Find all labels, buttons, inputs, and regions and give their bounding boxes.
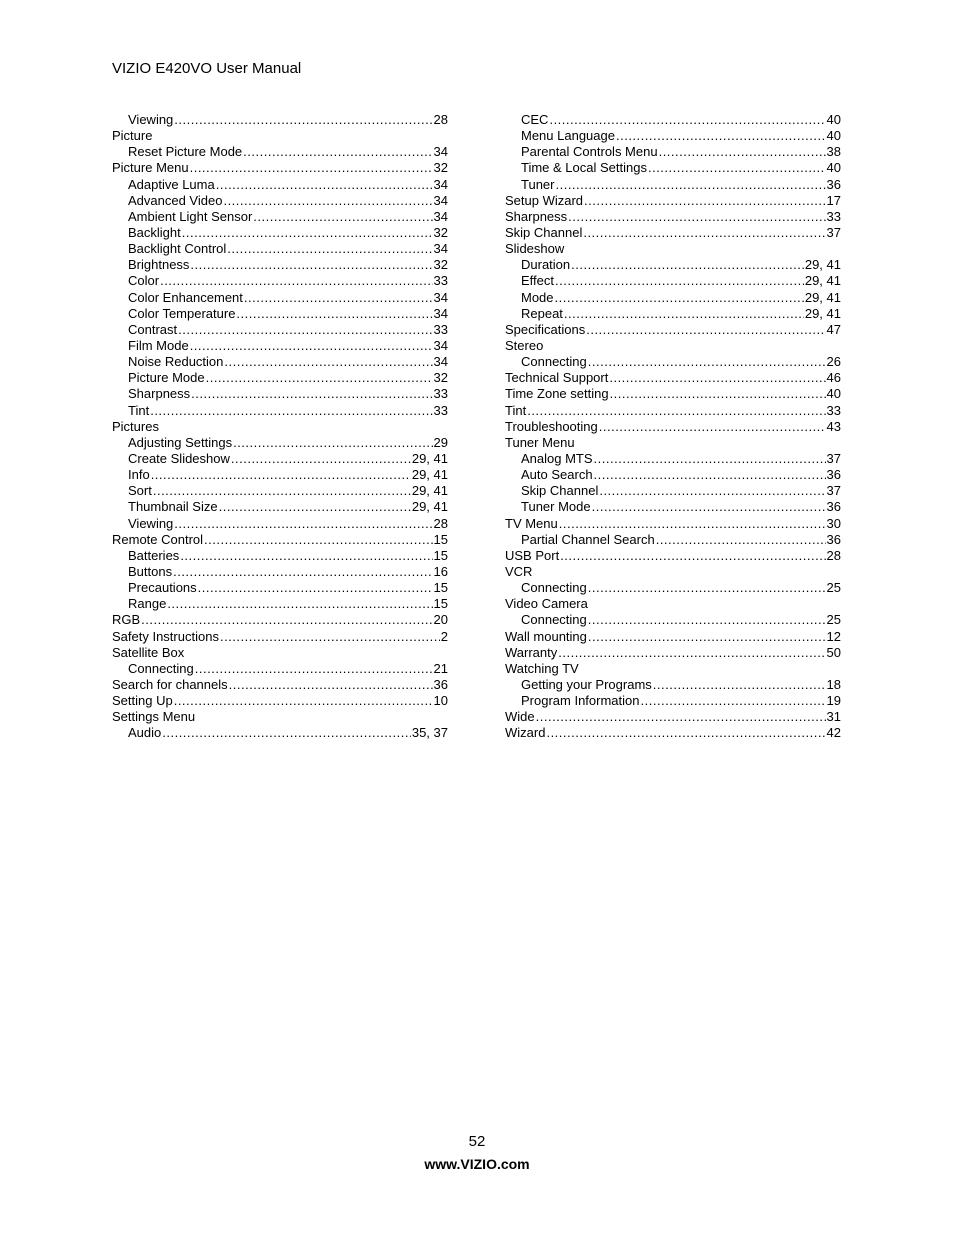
- index-entry-label: Wide: [505, 709, 535, 725]
- index-entry-label: Remote Control: [112, 531, 204, 547]
- dot-leader: [160, 273, 432, 289]
- index-entry: [505, 403, 841, 419]
- dot-leader: [206, 370, 433, 386]
- index-entry-label: Connecting: [521, 612, 587, 628]
- index-entry-page: 29, 41: [804, 273, 841, 289]
- index-heading: [505, 338, 841, 354]
- index-entry: [112, 177, 448, 193]
- index-entry: [112, 225, 448, 241]
- index-entry-page: 30: [826, 515, 841, 531]
- index-entry-page: 34: [433, 144, 448, 160]
- index-heading: [112, 645, 448, 661]
- dot-leader: [599, 419, 826, 435]
- index-entry-label: Contrast: [128, 321, 178, 337]
- index-entry-page: 16: [433, 563, 448, 579]
- index-entry-page: 28: [433, 112, 448, 127]
- index-entry-label: Repeat: [521, 305, 563, 321]
- index-entry-label: Partial Channel Search: [521, 531, 655, 547]
- index-entry: [505, 499, 841, 515]
- dot-leader: [610, 386, 826, 402]
- index-entry-label: Analog MTS: [521, 450, 593, 466]
- dot-leader: [182, 225, 433, 241]
- index-entry: [505, 290, 841, 306]
- dot-leader: [568, 209, 825, 225]
- index-column-left: [112, 112, 448, 741]
- index-entry-page: 25: [826, 580, 841, 596]
- dot-leader: [609, 370, 825, 386]
- index-entry: [505, 629, 841, 645]
- index-entry: [505, 128, 841, 144]
- index-entry-page: 40: [826, 128, 841, 144]
- index-entry-page: 21: [433, 660, 448, 676]
- index-entry-label: TV Menu: [505, 515, 558, 531]
- index-entry-label: USB Port: [505, 547, 560, 563]
- index-entry-page: 34: [433, 241, 448, 257]
- index-entry-page: 19: [826, 693, 841, 709]
- index-entry-label: Picture Menu: [112, 160, 189, 176]
- index-entry: [112, 451, 448, 467]
- index-entry-page: 40: [826, 112, 841, 127]
- index-entry-label: Backlight Control: [128, 241, 227, 257]
- index-entry-page: 40: [826, 386, 841, 402]
- index-entry-page: 36: [826, 499, 841, 515]
- index-entry-page: 18: [826, 676, 841, 692]
- index-entry-page: 2: [440, 628, 448, 644]
- index-entry-page: 33: [433, 321, 448, 337]
- index-entry-label: Setup Wizard: [505, 192, 584, 208]
- index-entry: [112, 290, 448, 306]
- index-entry-page: 29, 41: [411, 450, 448, 466]
- index-heading: [505, 596, 841, 612]
- dot-leader: [216, 177, 433, 193]
- index-entry-label: Search for channels: [112, 676, 228, 692]
- dot-leader: [653, 677, 826, 693]
- index-entry: [505, 273, 841, 289]
- page-number: 52: [468, 1133, 486, 1150]
- index-entry-label: Adaptive Luma: [128, 176, 215, 192]
- index-entry-page: 35, 37: [411, 725, 448, 741]
- index-entry-page: 34: [433, 208, 448, 224]
- index-entry: [112, 257, 448, 273]
- index-entry: [505, 322, 841, 338]
- dot-leader: [174, 112, 432, 128]
- dot-leader: [546, 725, 825, 741]
- index-heading: [505, 564, 841, 580]
- index-entry-page: 46: [826, 370, 841, 386]
- dot-leader: [231, 451, 411, 467]
- dot-leader: [594, 467, 826, 483]
- index-entry-label: Color Temperature: [128, 305, 236, 321]
- index-entry-label: Slideshow: [505, 241, 565, 257]
- index-entry-label: Settings Menu: [112, 709, 196, 725]
- index-entry: [505, 354, 841, 370]
- index-entry-page: 34: [433, 354, 448, 370]
- index-entry-label: Setting Up: [112, 693, 173, 709]
- index-entry-page: 37: [826, 224, 841, 240]
- index-entry: [112, 322, 448, 338]
- index-entry-page: 28: [433, 515, 448, 531]
- index-entry: [505, 160, 841, 176]
- dot-leader: [599, 483, 825, 499]
- index-entry-page: 15: [433, 531, 448, 547]
- index-entry: [112, 677, 448, 693]
- index-entry-page: 36: [826, 467, 841, 483]
- index-entry-page: 47: [826, 321, 841, 337]
- index-entry: [505, 467, 841, 483]
- index-entry: [505, 516, 841, 532]
- index-entry-label: VCR: [505, 563, 533, 579]
- dot-leader: [588, 580, 826, 596]
- index-entry-page: 15: [433, 547, 448, 563]
- index-entry-label: Stereo: [505, 337, 544, 353]
- index-entry-label: Brightness: [128, 257, 190, 273]
- index-entry: [505, 419, 841, 435]
- index-entry: [505, 580, 841, 596]
- dot-leader: [141, 612, 432, 628]
- index-entry: [505, 451, 841, 467]
- index-entry: [505, 112, 841, 128]
- index-entry-label: Audio: [128, 725, 162, 741]
- document-header-title: VIZIO E420VO User Manual: [112, 60, 302, 77]
- index-entry: [112, 693, 448, 709]
- index-entry-label: Info: [128, 467, 150, 483]
- index-entry: [505, 386, 841, 402]
- index-entry: [112, 564, 448, 580]
- index-entry: [112, 596, 448, 612]
- index-entry-label: Batteries: [128, 547, 180, 563]
- index-entry-label: Reset Picture Mode: [128, 144, 243, 160]
- dot-leader: [641, 693, 826, 709]
- index-column-right: [505, 112, 841, 741]
- index-entry-label: Backlight: [128, 224, 181, 240]
- index-entry-label: Create Slideshow: [128, 450, 230, 466]
- dot-leader: [659, 144, 826, 160]
- index-entry: [112, 516, 448, 532]
- index-entry: [112, 435, 448, 451]
- index-entry-page: 42: [826, 725, 841, 741]
- index-entry: [505, 709, 841, 725]
- index-heading: [112, 419, 448, 435]
- index-entry-page: 29, 41: [804, 257, 841, 273]
- index-entry-label: Wizard: [505, 725, 546, 741]
- dot-leader: [190, 338, 433, 354]
- index-entry-page: 26: [826, 354, 841, 370]
- index-entry-label: Tuner Menu: [505, 434, 575, 450]
- index-entry-label: Picture Mode: [128, 370, 205, 386]
- index-entry: [112, 532, 448, 548]
- index-entry: [505, 306, 841, 322]
- index-entry-page: 28: [826, 547, 841, 563]
- index-entry-label: Sharpness: [505, 208, 568, 224]
- dot-leader: [219, 499, 411, 515]
- index-entry-page: 15: [433, 596, 448, 612]
- index-entry-label: Video Camera: [505, 596, 588, 612]
- index-entry-label: Mode: [521, 289, 554, 305]
- index-entry-page: 37: [826, 483, 841, 499]
- dot-leader: [583, 225, 825, 241]
- index-entry-label: Specifications: [505, 321, 586, 337]
- index-entry-page: 31: [826, 709, 841, 725]
- dot-leader: [195, 661, 433, 677]
- dot-leader: [586, 322, 825, 338]
- dot-leader: [178, 322, 432, 338]
- index-entry-label: Wall mounting: [505, 628, 587, 644]
- dot-leader: [153, 483, 411, 499]
- index-entry-label: Tint: [505, 402, 527, 418]
- dot-leader: [243, 144, 432, 160]
- dot-leader: [536, 709, 826, 725]
- dot-leader: [588, 612, 826, 628]
- index-entry-label: Time Zone setting: [505, 386, 609, 402]
- index-entry-page: 33: [826, 402, 841, 418]
- index-entry-page: 40: [826, 160, 841, 176]
- index-entry: [112, 193, 448, 209]
- index-entry-page: 36: [826, 176, 841, 192]
- index-heading: [505, 435, 841, 451]
- website-footer: www.VIZIO.com: [424, 1156, 530, 1172]
- index-entry: [505, 144, 841, 160]
- index-entry-label: Noise Reduction: [128, 354, 224, 370]
- dot-leader: [190, 160, 433, 176]
- index-entry: [112, 160, 448, 176]
- index-entry-page: 32: [433, 370, 448, 386]
- index-entry: [112, 467, 448, 483]
- dot-leader: [174, 693, 433, 709]
- index-entry-page: 29, 41: [411, 499, 448, 515]
- index-entry-label: Connecting: [521, 354, 587, 370]
- index-entry-page: 34: [433, 289, 448, 305]
- dot-leader: [549, 112, 825, 128]
- dot-leader: [588, 629, 826, 645]
- dot-leader: [180, 548, 432, 564]
- dot-leader: [220, 629, 440, 645]
- index-entry: [505, 177, 841, 193]
- index-entry-label: Viewing: [128, 515, 174, 531]
- index-entry: [112, 209, 448, 225]
- index-entry-label: Connecting: [521, 580, 587, 596]
- index-entry-label: Pictures: [112, 418, 159, 434]
- dot-leader: [174, 516, 432, 532]
- index-entry-page: 29, 41: [411, 467, 448, 483]
- dot-leader: [198, 580, 433, 596]
- index-entry: [112, 354, 448, 370]
- index-entry-page: 32: [433, 160, 448, 176]
- index-entry: [112, 386, 448, 402]
- dot-leader: [151, 467, 411, 483]
- index-entry-label: Skip Channel: [521, 483, 599, 499]
- dot-leader: [560, 548, 825, 564]
- index-entry-label: Ambient Light Sensor: [128, 208, 253, 224]
- index-entry-page: 29: [433, 434, 448, 450]
- index-entry-label: Picture: [112, 128, 153, 144]
- index-entry: [505, 725, 841, 741]
- index-entry: [112, 306, 448, 322]
- index-entry: [112, 499, 448, 515]
- dot-leader: [656, 532, 826, 548]
- index-entry-label: Skip Channel: [505, 224, 583, 240]
- index-entry-label: Connecting: [128, 660, 194, 676]
- dot-leader: [253, 209, 432, 225]
- index-entry-label: Tint: [128, 402, 150, 418]
- dot-leader: [564, 306, 804, 322]
- index-entry: [505, 483, 841, 499]
- index-entry-label: Tuner: [521, 176, 555, 192]
- index-entry-label: Sort: [128, 483, 152, 499]
- index-entry-label: Watching TV: [505, 660, 579, 676]
- dot-leader: [236, 306, 432, 322]
- index-entry-label: CEC: [521, 112, 549, 127]
- dot-leader: [190, 257, 432, 273]
- index-entry: [112, 629, 448, 645]
- index-heading: [112, 709, 448, 725]
- index-entry: [505, 193, 841, 209]
- index-entry-label: Sharpness: [128, 386, 191, 402]
- dot-leader: [223, 193, 432, 209]
- index-entry: [505, 257, 841, 273]
- index-entry: [505, 532, 841, 548]
- index-entry-label: Program Information: [521, 693, 640, 709]
- index-heading: [505, 661, 841, 677]
- index-entry-label: Buttons: [128, 563, 173, 579]
- dot-leader: [173, 564, 432, 580]
- index-entry: [505, 612, 841, 628]
- index-entry-label: Parental Controls Menu: [521, 144, 658, 160]
- index-entry-label: Warranty: [505, 644, 558, 660]
- dot-leader: [167, 596, 432, 612]
- index-entry-label: Effect: [521, 273, 555, 289]
- index-entry-page: 34: [433, 176, 448, 192]
- index-entry-page: 33: [433, 386, 448, 402]
- index-entry: [112, 370, 448, 386]
- index-entry-label: Advanced Video: [128, 192, 223, 208]
- dot-leader: [244, 290, 433, 306]
- index-entry: [505, 548, 841, 564]
- index-entry: [112, 241, 448, 257]
- index-entry: [112, 580, 448, 596]
- index-entry-label: Adjusting Settings: [128, 434, 233, 450]
- index-entry: [112, 612, 448, 628]
- index-entry-label: Tuner Mode: [521, 499, 591, 515]
- index-entry-page: 50: [826, 644, 841, 660]
- dot-leader: [555, 273, 804, 289]
- index-entry-page: 25: [826, 612, 841, 628]
- index-entry-page: 33: [826, 208, 841, 224]
- dot-leader: [588, 354, 826, 370]
- index-entry-page: 38: [826, 144, 841, 160]
- index-entry-label: Getting your Programs: [521, 676, 652, 692]
- index-entry-page: 36: [826, 531, 841, 547]
- index-entry-page: 37: [826, 450, 841, 466]
- dot-leader: [571, 257, 804, 273]
- index-entry-label: Precautions: [128, 580, 197, 596]
- index-entry: [112, 661, 448, 677]
- index-entry-page: 36: [433, 676, 448, 692]
- index-entry-page: 12: [826, 628, 841, 644]
- index-entry-label: Satellite Box: [112, 644, 185, 660]
- index-entry-label: Range: [128, 596, 167, 612]
- index-entry-page: 33: [433, 402, 448, 418]
- dot-leader: [584, 193, 825, 209]
- index-entry: [112, 403, 448, 419]
- dot-leader: [558, 645, 825, 661]
- index-entry-page: 20: [433, 612, 448, 628]
- dot-leader: [150, 403, 432, 419]
- index-entry-label: Menu Language: [521, 128, 615, 144]
- dot-leader: [648, 160, 826, 176]
- index-entry: [505, 645, 841, 661]
- index-entry-page: 29, 41: [411, 483, 448, 499]
- index-entry-label: Auto Search: [521, 467, 593, 483]
- index-entry: [112, 144, 448, 160]
- dot-leader: [555, 177, 825, 193]
- dot-leader: [191, 386, 432, 402]
- index-entry: [112, 338, 448, 354]
- index-entry-label: Duration: [521, 257, 571, 273]
- index-entry: [112, 483, 448, 499]
- index-entry-label: Thumbnail Size: [128, 499, 218, 515]
- index-entry: [112, 725, 448, 741]
- index-entry-page: 32: [433, 224, 448, 240]
- index-entry: [112, 112, 448, 128]
- index-entry-page: 29, 41: [804, 305, 841, 321]
- index-entry: [112, 273, 448, 289]
- index-entry-label: Viewing: [128, 112, 174, 127]
- index-entry-page: 43: [826, 418, 841, 434]
- index-entry-label: Time & Local Settings: [521, 160, 647, 176]
- index-entry-page: 15: [433, 580, 448, 596]
- dot-leader: [162, 725, 411, 741]
- dot-leader: [224, 354, 432, 370]
- dot-leader: [592, 499, 826, 515]
- index-entry-label: Troubleshooting: [505, 418, 598, 434]
- index-entry: [505, 693, 841, 709]
- dot-leader: [594, 451, 826, 467]
- index-entry-page: 32: [433, 257, 448, 273]
- index-entry-label: Color Enhancement: [128, 289, 243, 305]
- index-heading: [505, 241, 841, 257]
- dot-leader: [204, 532, 432, 548]
- index-entry-page: 10: [433, 693, 448, 709]
- index-entry-label: Color: [128, 273, 160, 289]
- index-heading: [112, 128, 448, 144]
- index-entry: [505, 677, 841, 693]
- dot-leader: [227, 241, 432, 257]
- dot-leader: [555, 290, 804, 306]
- index-entry-label: Film Mode: [128, 337, 189, 353]
- index-entry: [505, 209, 841, 225]
- dot-leader: [616, 128, 826, 144]
- index-entry-page: 17: [826, 192, 841, 208]
- index-entry-page: 29, 41: [804, 289, 841, 305]
- index-entry: [505, 370, 841, 386]
- index-entry-label: Technical Support: [505, 370, 609, 386]
- index-entry-page: 34: [433, 192, 448, 208]
- index-entry-label: Safety Instructions: [112, 628, 219, 644]
- index-entry-page: 34: [433, 305, 448, 321]
- dot-leader: [559, 516, 826, 532]
- index-entry: [112, 548, 448, 564]
- dot-leader: [233, 435, 432, 451]
- index-entry: [505, 225, 841, 241]
- index-entry-label: RGB: [112, 612, 141, 628]
- index-entry-page: 34: [433, 337, 448, 353]
- dot-leader: [527, 403, 825, 419]
- dot-leader: [229, 677, 433, 693]
- index-entry-page: 33: [433, 273, 448, 289]
